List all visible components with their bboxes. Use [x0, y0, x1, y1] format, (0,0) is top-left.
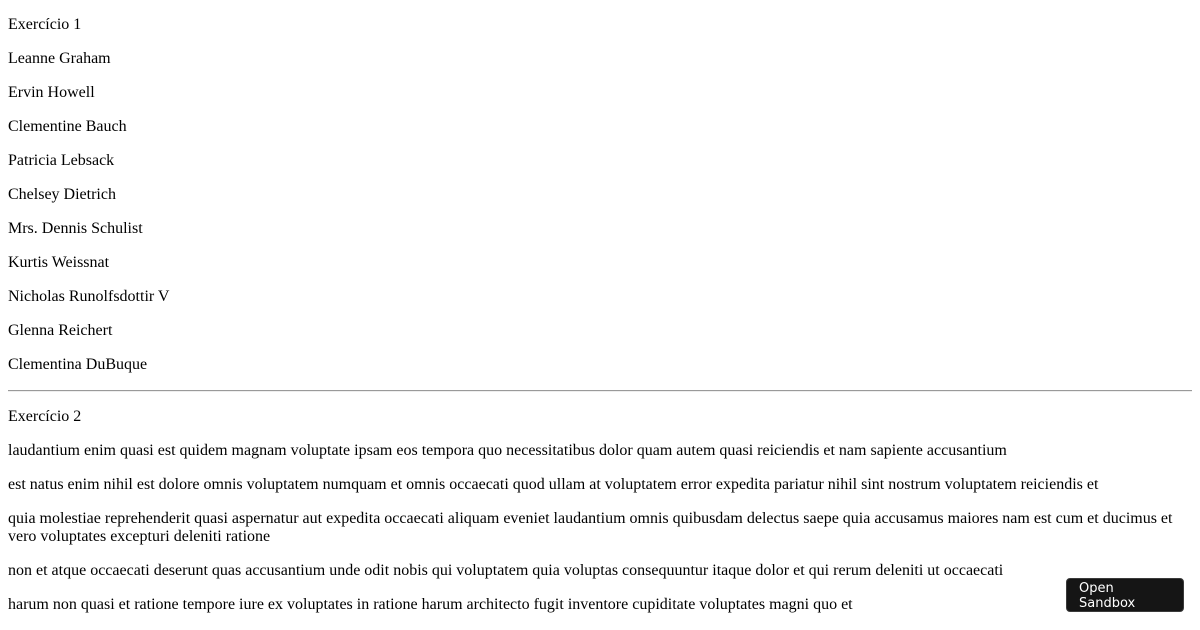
- user-name-item: Kurtis Weissnat: [8, 254, 110, 271]
- user-name-item: Mrs. Dennis Schulist: [8, 220, 143, 237]
- user-name-item: Patricia Lebsack: [8, 152, 115, 169]
- user-name-item: Nicholas Runolfsdottir V: [8, 288, 170, 305]
- post-title-list: [8, 442, 1192, 614]
- exercise-1-title: Exercício 1: [8, 16, 82, 33]
- post-title-item: laudantium enim quasi est quidem magnam voluptate ipsam eos tempora quo necessitatibus dolor quam autem quasi reiciendis et nam sapiente accusantium: [8, 442, 1007, 459]
- user-name-item: Clementine Bauch: [8, 118, 127, 135]
- post-title-item: est natus enim nihil est dolore omnis voluptatem numquam et omnis occaecati quod ullam at voluptatem error expedita pariatur nihil sint nostrum voluptatem reiciendis et: [8, 476, 1099, 493]
- page-content: [8, 0, 1192, 614]
- user-name-item: Chelsey Dietrich: [8, 186, 116, 203]
- post-title-item: harum non quasi et ratione tempore iure ex voluptates in ratione harum architecto fugit inventore cupiditate voluptates magni quo et: [8, 596, 853, 613]
- user-name-item: Clementina DuBuque: [8, 356, 148, 373]
- exercise-2-title: Exercício 2: [8, 408, 82, 425]
- user-name-item: Ervin Howell: [8, 84, 95, 101]
- user-name-item: Leanne Graham: [8, 50, 111, 67]
- open-sandbox-button[interactable]: Open Sandbox: [1066, 578, 1184, 612]
- post-title-item: non et atque occaecati deserunt quas accusantium unde odit nobis qui voluptatem quia voluptas consequuntur itaque dolor et qui rerum deleniti ut occaecati: [8, 562, 1004, 579]
- user-name-item: Glenna Reichert: [8, 322, 113, 339]
- section-divider: [8, 390, 1192, 392]
- post-title-item: quia molestiae reprehenderit quasi aspernatur aut expedita occaecati aliquam eveniet laudantium omnis quibusdam delectus saepe quia accusamus maiores nam est cum et ducimus et vero voluptates excepturi deleniti ratione: [8, 510, 1173, 545]
- user-name-list: [8, 50, 1192, 374]
